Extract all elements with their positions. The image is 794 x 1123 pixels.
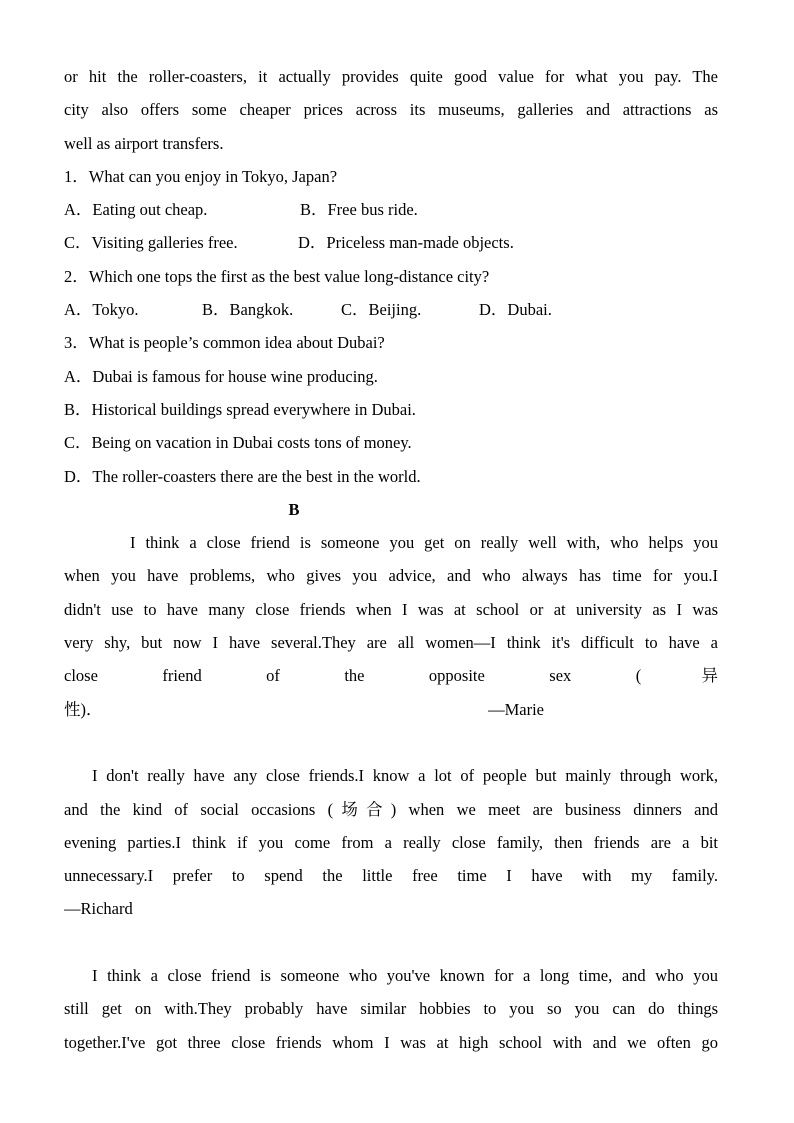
question-3-option-c[interactable]: C．Being on vacation in Dubai costs tons of money. xyxy=(64,433,412,453)
marie-signoff-row xyxy=(64,693,544,726)
marie-paragraph-line: very shy, but now I have several.They are all women—I think it's difficult to have a xyxy=(64,633,718,653)
richard-paragraph-line: evening parties.I think if you come from a really close family, then friends are a bit xyxy=(64,832,718,852)
section-b-heading: B xyxy=(288,499,300,519)
question-1-options-row-1 xyxy=(64,193,718,226)
question-2-option-d[interactable]: D．Dubai. xyxy=(479,300,552,320)
richard-signoff: —Richard xyxy=(64,899,133,919)
question-2-option-a[interactable]: A．Tokyo. xyxy=(64,300,139,320)
question-3-stem: 3．What is people’s common idea about Dubai? xyxy=(64,333,385,353)
third-paragraph-line: I think a close friend is someone who you've known for a long time, and who you xyxy=(92,966,718,986)
question-3-option-d[interactable]: D．The roller-coasters there are the best in the world. xyxy=(64,466,421,486)
paragraph-gap xyxy=(64,926,718,959)
question-2-options-row xyxy=(64,293,718,326)
richard-paragraph-line: and the kind of social occasions (场合) when we meet are business dinners and xyxy=(64,799,718,819)
third-paragraph-line: still get on with.They probably have similar hobbies to you so you can do things xyxy=(64,999,718,1019)
marie-paragraph-line: 性)． xyxy=(64,699,103,719)
marie-paragraph-line: didn't use to have many close friends when I was at school or at university as I was xyxy=(64,599,718,619)
question-2-option-b[interactable]: B．Bangkok. xyxy=(202,300,294,320)
passage-a-line: or hit the roller-coasters, it actually provides quite good value for what you pay. The xyxy=(64,67,718,86)
document-page xyxy=(64,60,718,1059)
marie-paragraph-line: close friend of the opposite sex (异 xyxy=(64,666,718,686)
question-1-stem: 1．What can you enjoy in Tokyo, Japan? xyxy=(64,166,338,186)
passage-a-line: well as airport transfers. xyxy=(64,133,224,153)
question-1-option-b[interactable]: B．Free bus ride. xyxy=(300,200,418,220)
third-paragraph-line: together.I've got three close friends whom I was at high school with and we often go xyxy=(64,1032,718,1052)
question-1-options-row-2 xyxy=(64,226,718,259)
marie-signoff: —Marie xyxy=(488,699,544,719)
question-2-option-c[interactable]: C．Beijing. xyxy=(341,300,422,320)
paragraph-gap xyxy=(64,726,718,759)
marie-paragraph-line: I think a close friend is someone you get on really well with, who helps you xyxy=(130,533,718,553)
question-1-option-a[interactable]: A．Eating out cheap. xyxy=(64,200,208,220)
question-3-option-a[interactable]: A．Dubai is famous for house wine producing. xyxy=(64,366,378,386)
richard-paragraph-line: unnecessary.I prefer to spend the little free time I have with my family. xyxy=(64,866,718,886)
passage-a-line: city also offers some cheaper prices across its museums, galleries and attractions as xyxy=(64,100,718,120)
question-1-option-c[interactable]: C．Visiting galleries free. xyxy=(64,233,238,253)
richard-paragraph-line: I don't really have any close friends.I know a lot of people but mainly through work, xyxy=(92,766,718,786)
question-3-option-b[interactable]: B．Historical buildings spread everywhere in Dubai. xyxy=(64,399,416,419)
question-2-stem: 2．Which one tops the first as the best value long-distance city? xyxy=(64,266,490,286)
marie-paragraph-line: when you have problems, who gives you advice, and who always has time for you.I xyxy=(64,566,718,586)
question-1-option-d[interactable]: D．Priceless man-made objects. xyxy=(298,233,514,253)
